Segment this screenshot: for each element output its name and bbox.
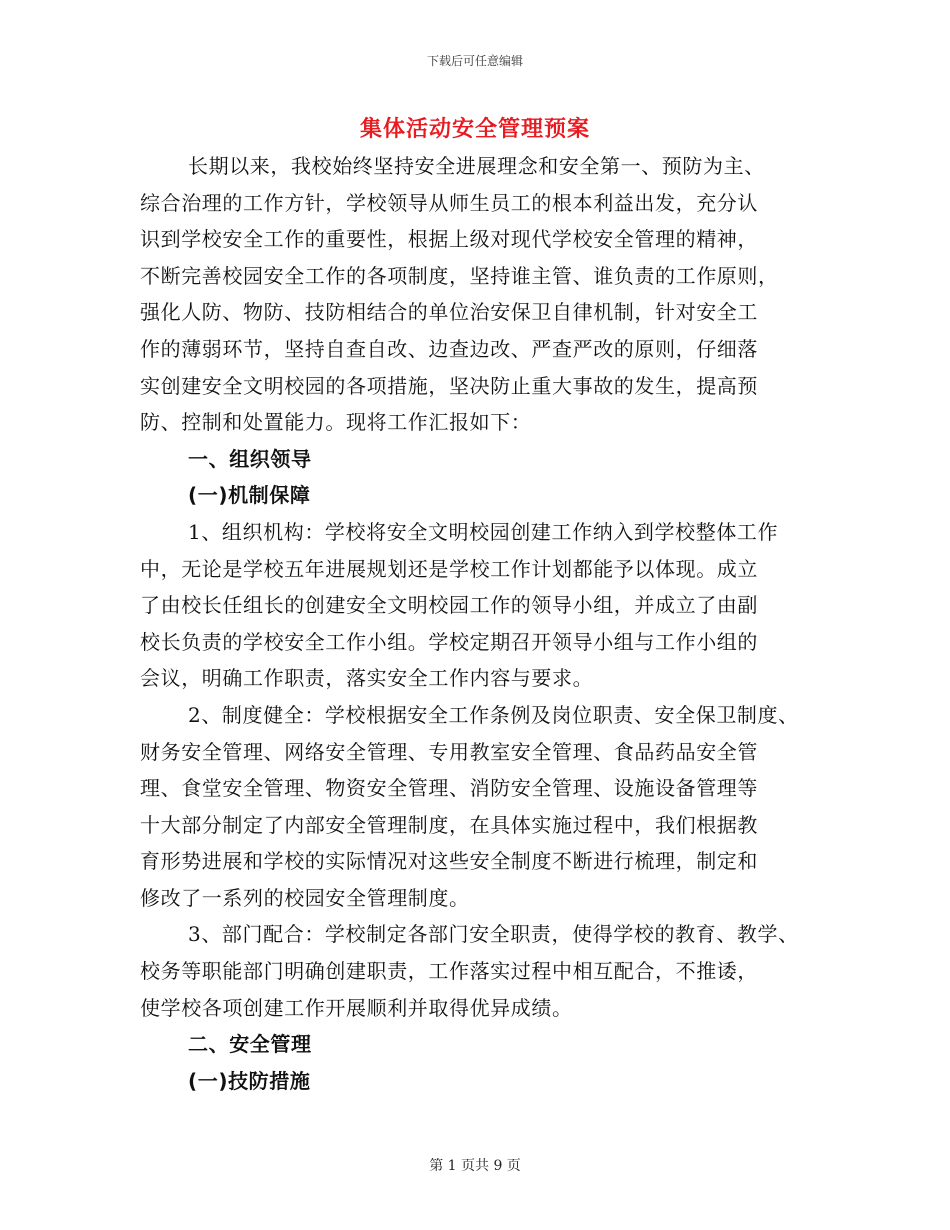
paragraph-line: 了由校长任组长的创建安全文明校园工作的领导小组，并成立了由副 xyxy=(140,593,758,618)
paragraph-line: 校务等职能部门明确创建职责，工作落实过程中相互配合，不推诿， xyxy=(140,959,758,984)
paragraph-line: 3、部门配合：学校制定各部门安全职责，使得学校的教育、教学、 xyxy=(188,922,799,947)
subsection-heading: (一)技防措施 xyxy=(188,1068,311,1093)
document-title: 集体活动安全管理预案 xyxy=(359,116,590,142)
paragraph-line: 实创建安全文明校园的各项措施，坚决防止重大事故的发生，提高预 xyxy=(140,373,758,398)
paragraph-line: 综合治理的工作方针，学校领导从师生员工的根本利益出发，充分认 xyxy=(140,190,758,215)
paragraph-line: 十大部分制定了内部安全管理制度，在具体实施过程中，我们根据教 xyxy=(140,812,758,837)
paragraph-line: 修改了一系列的校园安全管理制度。 xyxy=(140,885,470,910)
paragraph-line: 财务安全管理、网络安全管理、专用教室安全管理、食品药品安全管 xyxy=(140,739,758,764)
paragraph-line: 校长负责的学校安全工作小组。学校定期召开领导小组与工作小组的 xyxy=(140,629,758,654)
paragraph-line: 作的薄弱环节，坚持自查自改、边查边改、严查严改的原则，仔细落 xyxy=(140,336,758,361)
header-note: 下载后可任意编辑 xyxy=(426,54,523,68)
subsection-heading: (一)机制保障 xyxy=(188,483,311,508)
paragraph-line: 不断完善校园安全工作的各项制度，坚持谁主管、谁负责的工作原则， xyxy=(140,263,779,288)
paragraph-line: 识到学校安全工作的重要性，根据上级对现代学校安全管理的精神， xyxy=(140,227,758,252)
paragraph-line: 2、制度健全：学校根据安全工作条例及岗位职责、安全保卫制度、 xyxy=(188,702,799,727)
paragraph-line: 防、控制和处置能力。现将工作汇报如下： xyxy=(140,410,532,435)
paragraph-line: 1、组织机构：学校将安全文明校园创建工作纳入到学校整体工作 xyxy=(188,519,779,544)
section-heading: 一、组织领导 xyxy=(188,446,312,471)
paragraph-line: 强化人防、物防、技防相结合的单位治安保卫自律机制，针对安全工 xyxy=(140,300,758,325)
page-number: 第 1 页共 9 页 xyxy=(429,1158,521,1174)
paragraph-line: 会议，明确工作职责，落实安全工作内容与要求。 xyxy=(140,666,594,691)
paragraph-line: 长期以来，我校始终坚持安全进展理念和安全第一、预防为主、 xyxy=(188,154,765,178)
section-heading: 二、安全管理 xyxy=(188,1032,312,1057)
document-body xyxy=(140,148,830,1099)
paragraph-line: 理、食堂安全管理、物资安全管理、消防安全管理、设施设备管理等 xyxy=(140,776,758,801)
paragraph-line: 使学校各项创建工作开展顺利并取得优异成绩。 xyxy=(140,995,573,1020)
paragraph-line: 中，无论是学校五年进展规划还是学校工作计划都能予以体现。成立 xyxy=(140,556,758,581)
paragraph-line: 育形势进展和学校的实际情况对这些安全制度不断进行梳理，制定和 xyxy=(140,849,758,874)
